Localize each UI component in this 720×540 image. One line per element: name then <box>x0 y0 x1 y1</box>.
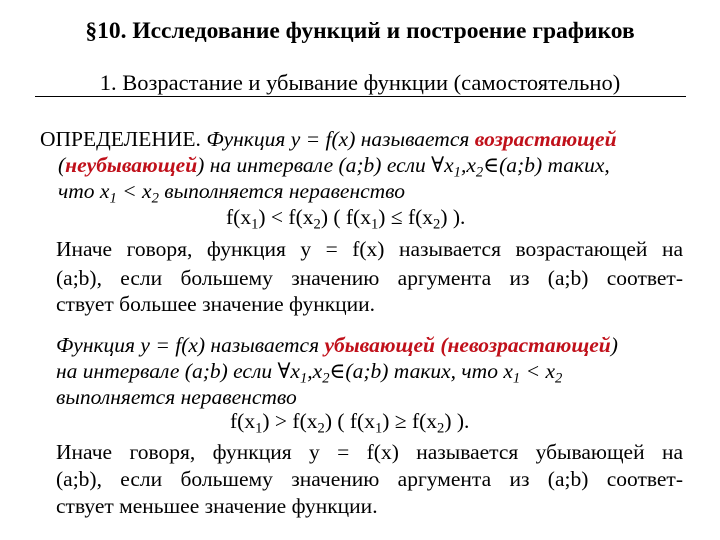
def1-text: Функция y = f(x) называется <box>206 127 470 151</box>
subscript: 1 <box>512 370 521 387</box>
def2-explanation-3: ствует меньшее значение функции. <box>56 494 378 518</box>
subscript: 2 <box>151 190 159 207</box>
def2-text: Функция y = f(x) называется <box>56 333 325 357</box>
def1-text: ,x <box>460 153 476 177</box>
def2-text: < x <box>520 359 555 383</box>
paren: ( <box>58 153 66 177</box>
formula-part: f(x <box>230 409 256 433</box>
subscript: 1 <box>374 420 383 437</box>
subscript: 2 <box>313 216 321 233</box>
formula-part: ) ≤ f(x <box>378 205 434 229</box>
subscript: 2 <box>317 420 325 437</box>
def1-text: выполняется неравенство <box>158 179 405 203</box>
def1-text: < x <box>116 179 152 203</box>
def1-text: что x <box>58 179 110 203</box>
def2-explanation-2: (a;b), если большему значению аргумента из (a;b) соответ- <box>56 467 683 491</box>
formula-part: ) < f(x <box>258 205 314 229</box>
def2-text: ,x <box>307 359 323 383</box>
def2-text: ∈(a;b) таких, что x <box>329 359 513 383</box>
formula-part: ) ). <box>440 205 466 229</box>
term-decreasing: убывающей (невозрастающей <box>324 333 611 357</box>
def2-text: на интервале (a;b) если ∀x <box>56 359 300 383</box>
subscript: 1 <box>299 370 308 387</box>
def2-line1 <box>56 333 618 357</box>
subscript: 2 <box>555 370 563 387</box>
def1-explanation-1: Иначе говоря, функция y = f(x) называется возрастающей на <box>56 237 683 261</box>
formula-part: ) ). <box>444 409 470 433</box>
def1-text: ) на интервале (a;b) если ∀x <box>197 153 454 177</box>
formula-part: ) ( f(x <box>324 409 375 433</box>
def1-formula <box>226 205 466 233</box>
subscript: 1 <box>255 420 263 437</box>
formula-part: ) ( f(x <box>320 205 371 229</box>
formula-part: ) ≥ f(x <box>382 409 438 433</box>
subscript: 1 <box>251 216 259 233</box>
subscript: 2 <box>322 370 330 387</box>
def1-explanation-2: (a;b), если большему значению аргумента из (a;b) соответ- <box>56 266 683 290</box>
term-nondecreasing: неубывающей <box>65 153 198 177</box>
def2-formula <box>230 409 470 437</box>
definition-lead: ОПРЕДЕЛЕНИЕ. <box>40 127 201 151</box>
formula-part: f(x <box>226 205 252 229</box>
def1-explanation-3: ствует большее значение функции. <box>56 292 376 316</box>
def2-line3: выполняется неравенство <box>56 385 297 409</box>
def1-line3 <box>58 179 405 207</box>
page-title: §10. Исследование функций и построение графиков <box>85 18 635 44</box>
formula-part: ) > f(x <box>262 409 318 433</box>
subtitle-underline <box>35 96 686 97</box>
section-subtitle: 1. Возрастание и убывание функции (самостоятельно) <box>99 70 621 95</box>
subscript: 1 <box>109 190 117 207</box>
paren: ) <box>610 333 618 357</box>
def2-explanation-1: Иначе говоря, функция y = f(x) называется убывающей на <box>56 440 683 464</box>
subscript: 2 <box>475 164 484 181</box>
term-increasing: возрастающей <box>474 127 617 151</box>
def1-line1 <box>40 127 617 151</box>
subscript: 2 <box>433 216 441 233</box>
subscript: 1 <box>370 216 379 233</box>
def1-line2 <box>58 153 610 181</box>
def1-text: ∈(a;b) таких, <box>483 153 610 177</box>
subscript: 1 <box>453 164 461 181</box>
def2-line2 <box>56 359 563 387</box>
subscript: 2 <box>437 420 445 437</box>
